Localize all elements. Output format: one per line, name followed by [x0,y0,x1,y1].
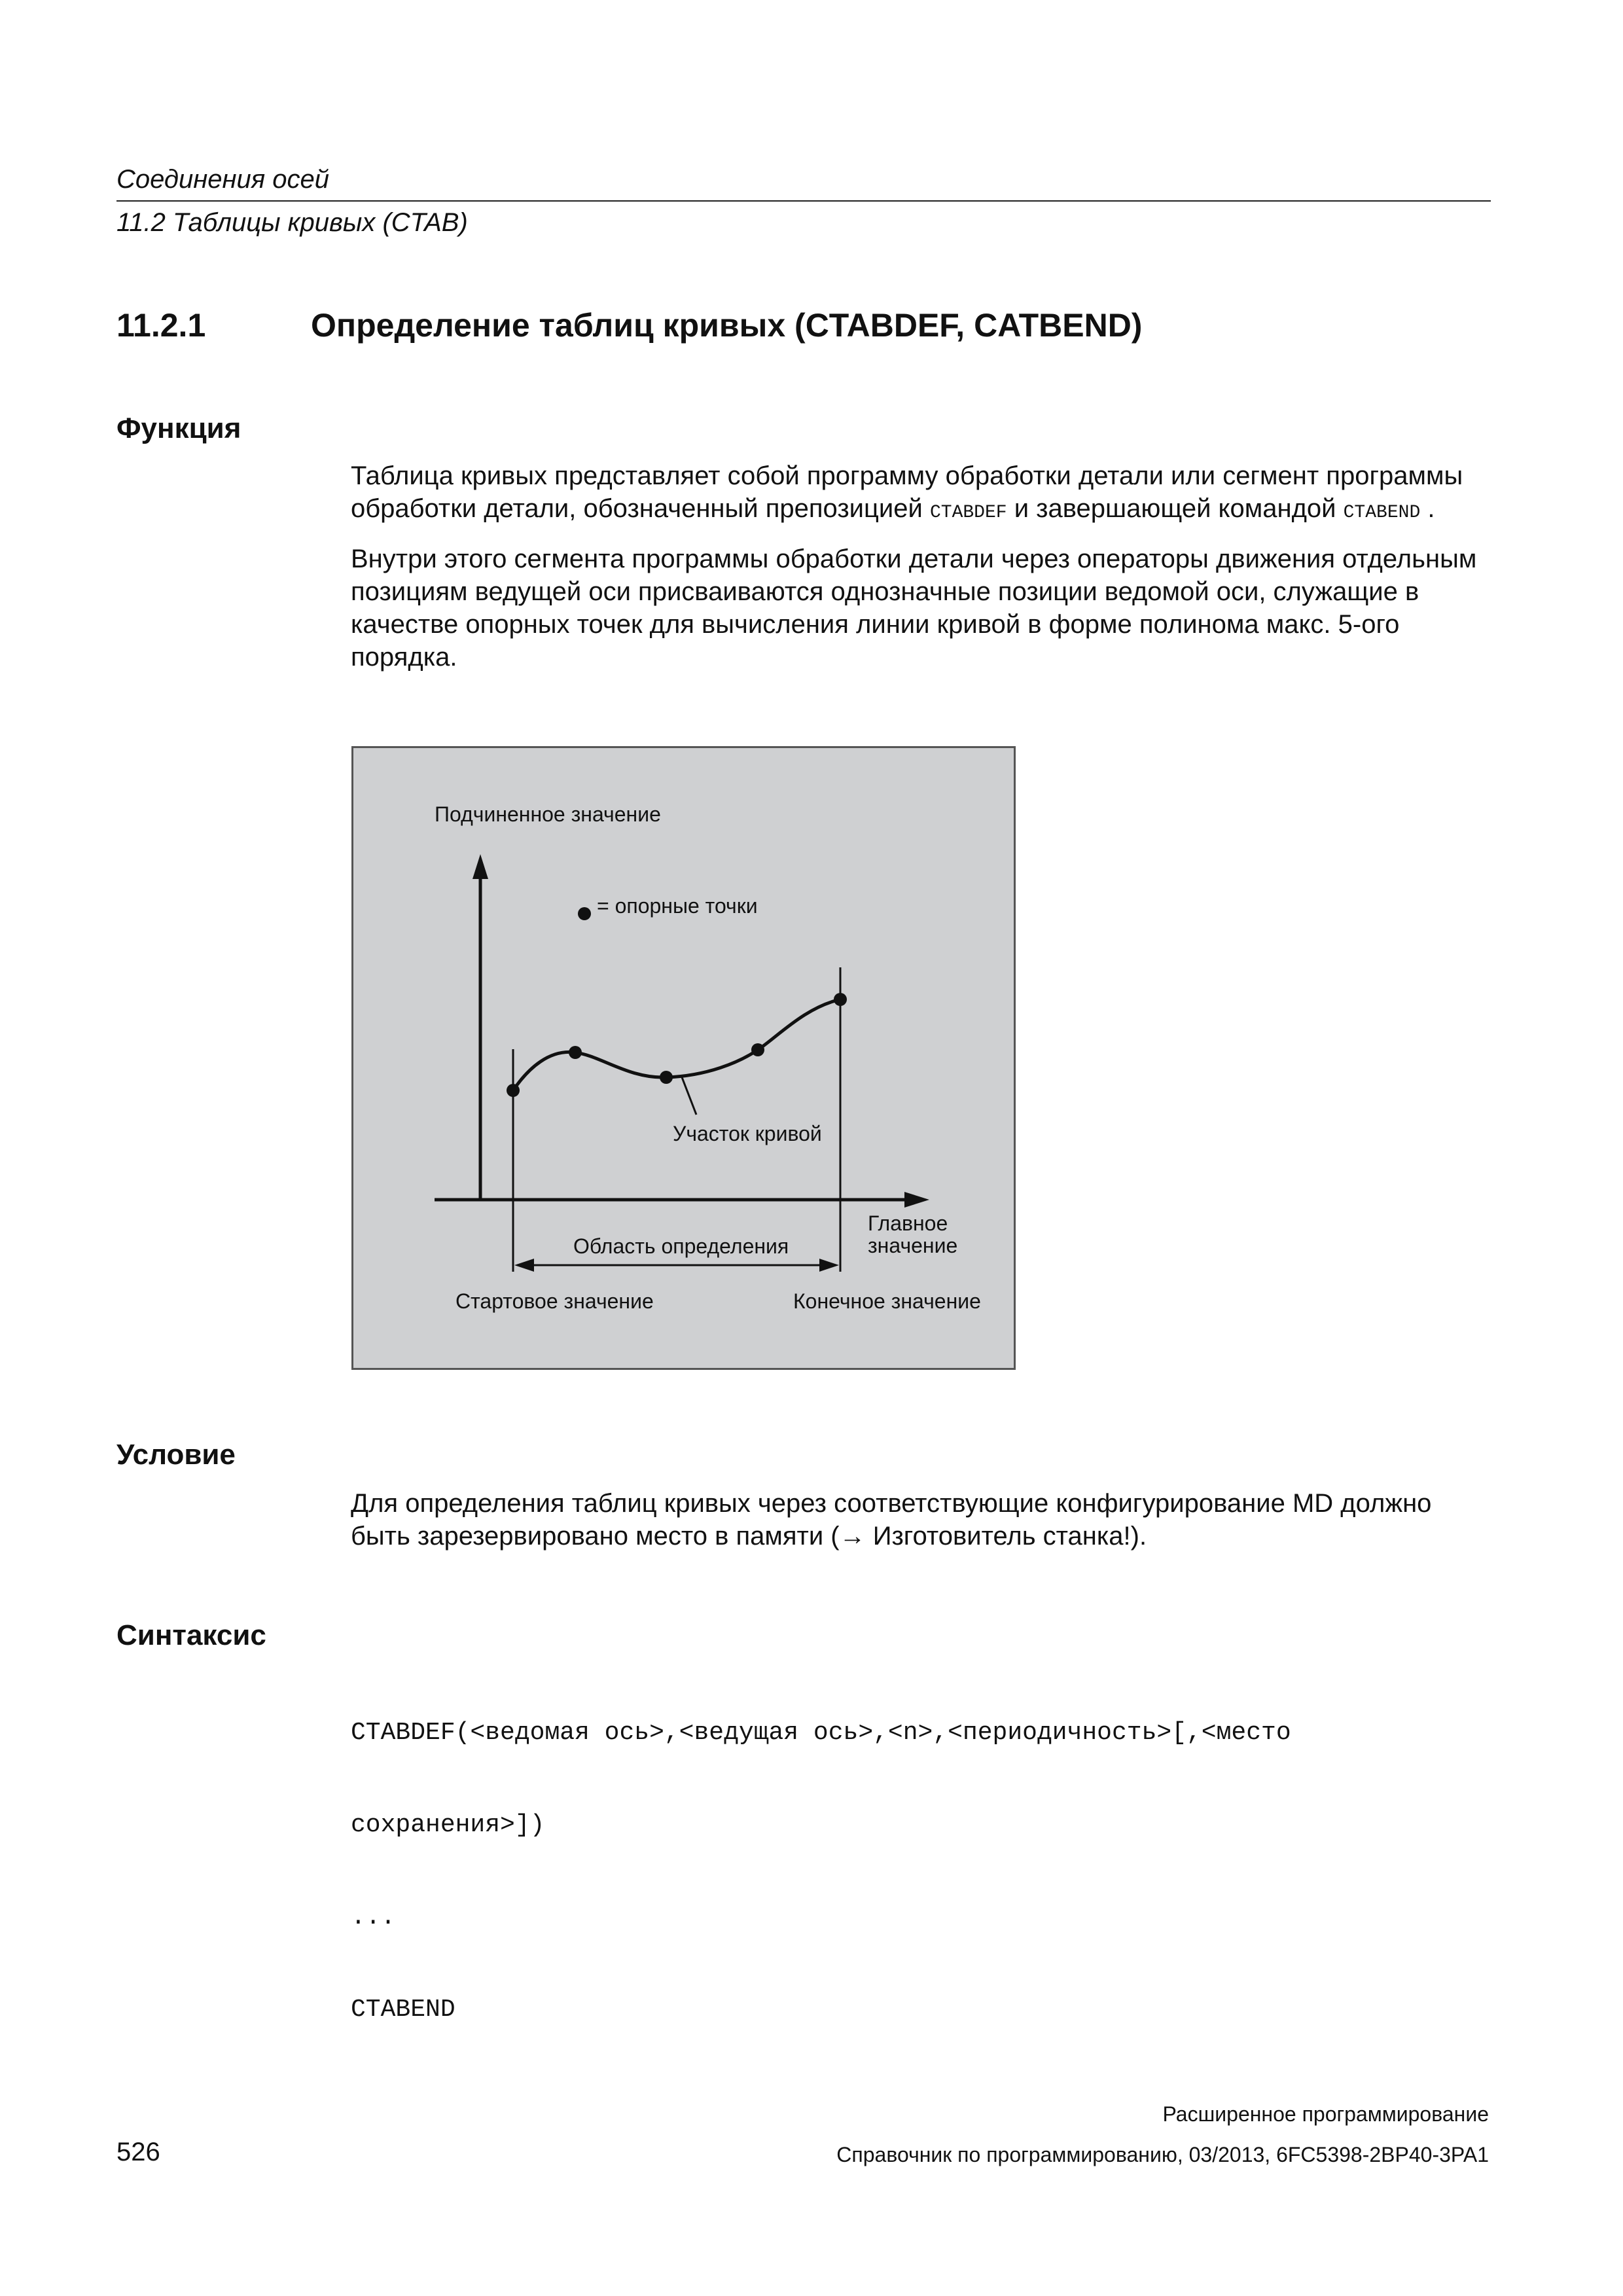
support-point [569,1046,582,1059]
syntax-heading: Синтаксис [116,1619,266,1651]
y-axis-label: Подчиненное значение [435,802,661,826]
x-axis-arrow [904,1192,929,1208]
legend-label: = опорные точки [597,894,758,918]
condition-heading: Условие [116,1439,236,1471]
x-axis-label-line-1: Главное [868,1211,948,1235]
running-header-section: 11.2 Таблицы кривых (CTAB) [116,208,468,237]
page-number: 526 [116,2138,160,2166]
start-value-label: Стартовое значение [455,1289,654,1313]
ctabend-code: CTABEND [1343,503,1421,523]
support-point [507,1084,520,1097]
support-point [660,1071,673,1084]
x-axis-label-line-2: значение [868,1234,958,1257]
footer-reference: Справочник по программированию, 03/2013, 6FC5398-2BP40-3PA1 [836,2143,1489,2166]
syntax-line-2: сохранения>]) [351,1811,545,1839]
function-paragraph-1: Таблица кривых представляет собой программу обработки детали или сегмент программы обработки детали, обозначенный препозицией CTABDEF и завершающей командой CTABEND . [351,461,1463,523]
support-point [834,993,847,1006]
section-title: Определение таблиц кривых (CTABDEF, CATBEND) [311,307,1143,344]
curve-segment [513,999,840,1090]
curve-label-leader [682,1077,696,1115]
syntax-line-3: ... [351,1903,396,1931]
syntax-line-1: CTABDEF(<ведомая ось>,<ведущая ось>,<n>,<периодичность>[,<место [351,1719,1291,1747]
section-number: 11.2.1 [116,307,206,344]
curve-table-figure [351,746,1016,1370]
ctabdef-code: CTABDEF [929,503,1007,523]
domain-label: Область определения [573,1234,789,1258]
y-axis-arrow [473,854,488,879]
legend-dot [578,907,591,920]
end-value-label: Конечное значение [793,1289,981,1313]
header-rule [116,200,1491,202]
condition-text: Для определения таблиц кривых через соответствующие конфигурирование MD должно быть зарезервировано место в памяти (→ Изготовитель станка!). [351,1489,1432,1551]
footer-book-title: Расширенное программирование [1162,2102,1489,2126]
syntax-code-block [351,1656,1489,2056]
curve-label: Участок кривой [673,1122,822,1145]
running-header-chapter: Соединения осей [116,165,330,194]
support-point [751,1043,764,1056]
domain-arrow-right [819,1259,839,1272]
syntax-line-4: CTABEND [351,1996,455,2024]
function-body [351,459,1489,687]
function-heading: Функция [116,412,241,444]
function-paragraph-2: Внутри этого сегмента программы обработки детали через операторы движения отдельным позициям ведущей оси присваиваются однозначные позиции ведомой оси, служащие в качестве опорных точек для вычисления линии кривой в форме полинома макс. 5-ого порядка. [351,545,1477,672]
domain-arrow-left [514,1259,534,1272]
curve-diagram [353,748,1014,1368]
